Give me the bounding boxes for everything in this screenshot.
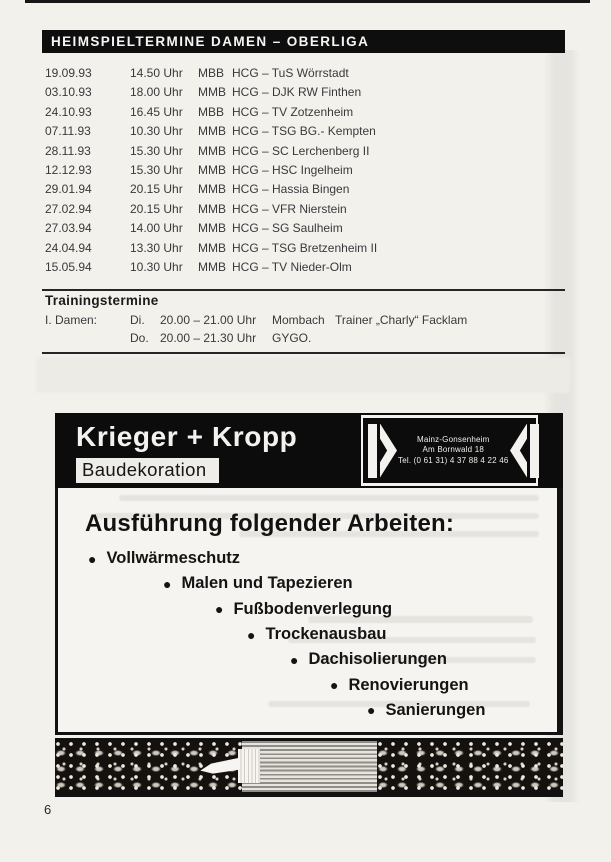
match-time: 15.30 Uhr [130, 162, 183, 177]
ad-service-label: Sanierungen [385, 700, 486, 719]
match-pairing: HCG – TV Nieder-Olm [232, 259, 352, 274]
match-pairing: HCG – SG Saulheim [232, 221, 343, 236]
match-date: 12.12.93 [45, 162, 92, 177]
ad-service-item [215, 597, 557, 622]
bullet-icon: ● [88, 550, 97, 567]
match-pairing: HCG – VFR Nierstein [232, 201, 347, 216]
ad-address-line: Am Bornwald 18 [422, 445, 485, 455]
ad-services-list [58, 546, 557, 723]
ad-service-item [290, 647, 557, 672]
divider-rule [42, 352, 565, 354]
match-pairing: HCG – TV Zotzenheim [232, 104, 354, 119]
training-row [45, 330, 565, 348]
match-date: 24.10.93 [45, 104, 92, 119]
schedule-row [45, 142, 565, 161]
training-group: I. Damen: [45, 313, 98, 327]
training-location: GYGO. [272, 330, 312, 345]
match-time: 10.30 Uhr [130, 124, 183, 139]
team-code: MBB [198, 66, 225, 80]
match-date: 24.04.94 [45, 240, 92, 255]
damask-pattern-right [377, 741, 564, 792]
schedule-title-bar [42, 30, 565, 53]
ad-tagline: Baudekoration [76, 458, 219, 483]
schedule-row [45, 219, 565, 238]
match-time: 20.15 Uhr [130, 201, 183, 216]
schedule-row [45, 258, 565, 277]
bullet-icon: ● [330, 677, 339, 694]
training-day: Di. [130, 313, 145, 327]
ad-service-label: Dachisolierungen [308, 650, 447, 669]
ad-logo-plate [363, 418, 536, 483]
bullet-icon: ● [247, 626, 256, 643]
schedule-row [45, 200, 565, 219]
match-pairing: HCG – SC Lerchenberg II [232, 143, 370, 158]
team-code: MMB [198, 143, 226, 158]
match-pairing: HCG – HSC Ingelheim [232, 162, 353, 177]
schedule-row [45, 161, 565, 180]
logo-k-right-icon [509, 424, 539, 478]
team-code: MMB [198, 182, 226, 197]
match-time: 14.00 Uhr [130, 221, 183, 236]
schedule-row [45, 122, 565, 141]
match-time: 20.15 Uhr [130, 182, 183, 197]
training-note: Trainer „Charly“ Facklam [335, 313, 468, 327]
ad-address [398, 435, 509, 467]
match-date: 07.11.93 [45, 124, 91, 139]
match-pairing: HCG – Hassia Bingen [232, 182, 350, 197]
training-day: Do. [130, 330, 149, 345]
ad-decorative-border [55, 738, 563, 797]
match-time: 14.50 Uhr [130, 66, 183, 80]
match-date: 27.02.94 [45, 201, 92, 216]
schedule-title: HEIMSPIELTERMINE DAMEN – OBERLIGA [51, 34, 370, 49]
match-date: 03.10.93 [45, 85, 92, 100]
schedule-row [45, 103, 565, 122]
advertisement [55, 413, 563, 797]
training-row [45, 312, 565, 330]
match-pairing: HCG – TSG Bretzenheim II [232, 240, 378, 255]
ad-body [55, 488, 563, 735]
ad-company-name: Krieger + Kropp [76, 421, 298, 452]
ad-service-item [367, 698, 557, 723]
team-code: MMB [198, 85, 226, 100]
team-code: MMB [198, 240, 226, 255]
ad-service-item [163, 571, 557, 596]
training-group [45, 330, 130, 348]
ad-service-label: Fußbodenverlegung [233, 599, 393, 618]
ad-address-line: Mainz-Gonsenheim [416, 434, 490, 444]
page-top-rule [25, 0, 590, 3]
logo-k-left-icon [368, 424, 398, 478]
match-date: 28.11.93 [45, 143, 91, 158]
bullet-icon: ● [163, 575, 172, 592]
team-code: MBB [198, 104, 225, 119]
schedule-row [45, 180, 565, 199]
schedule-table [45, 64, 565, 277]
match-time: 10.30 Uhr [130, 259, 183, 274]
ad-header-bar [55, 413, 563, 488]
ad-service-label: Malen und Tapezieren [181, 574, 353, 593]
match-pairing: HCG – TuS Wörrstadt [232, 66, 349, 80]
schedule-row [45, 239, 565, 258]
match-time: 15.30 Uhr [130, 143, 183, 158]
ad-service-label: Vollwärmeschutz [106, 549, 241, 568]
match-pairing: HCG – TSG BG.- Kempten [232, 124, 376, 139]
ad-heading: Ausführung folgender Arbeiten: [85, 510, 455, 537]
ad-logo [361, 415, 538, 486]
team-code: MMB [198, 259, 226, 274]
match-time: 13.30 Uhr [130, 240, 183, 255]
training-note [335, 330, 565, 348]
match-date: 27.03.94 [45, 221, 92, 236]
match-date: 15.05.94 [45, 259, 92, 274]
schedule-row [45, 83, 565, 102]
team-code: MMB [198, 201, 226, 216]
match-time: 16.45 Uhr [130, 104, 183, 119]
training-title: Trainingstermine [45, 293, 159, 308]
bullet-icon: ● [290, 651, 299, 668]
scan-smudge [36, 357, 570, 393]
bullet-icon: ● [367, 702, 376, 719]
painted-stripes [242, 741, 377, 792]
ad-service-item [247, 622, 557, 647]
schedule-row [45, 64, 565, 83]
page-number: 6 [44, 802, 52, 817]
divider-rule [42, 289, 565, 291]
match-pairing: HCG – DJK RW Finthen [232, 85, 362, 100]
ad-service-item [330, 672, 557, 697]
training-time: 20.00 – 21.30 Uhr [160, 330, 257, 345]
training-table [45, 312, 565, 347]
ad-service-label: Renovierungen [348, 675, 469, 694]
training-time: 20.00 – 21.00 Uhr [160, 313, 257, 327]
team-code: MMB [198, 221, 226, 236]
ad-service-item [88, 546, 557, 571]
match-time: 18.00 Uhr [130, 85, 183, 100]
training-location: Mombach [272, 313, 325, 327]
ad-service-label: Trockenausbau [265, 625, 387, 644]
match-date: 29.01.94 [45, 182, 92, 197]
bleedthrough-mark [119, 495, 539, 501]
ad-address-line: Tel. (0 61 31) 4 37 88 4 22 46 [398, 455, 509, 465]
paintbrush-icon [200, 751, 264, 791]
team-code: MMB [198, 162, 226, 177]
bullet-icon: ● [215, 601, 224, 618]
match-date: 19.09.93 [45, 66, 92, 80]
team-code: MMB [198, 124, 226, 139]
